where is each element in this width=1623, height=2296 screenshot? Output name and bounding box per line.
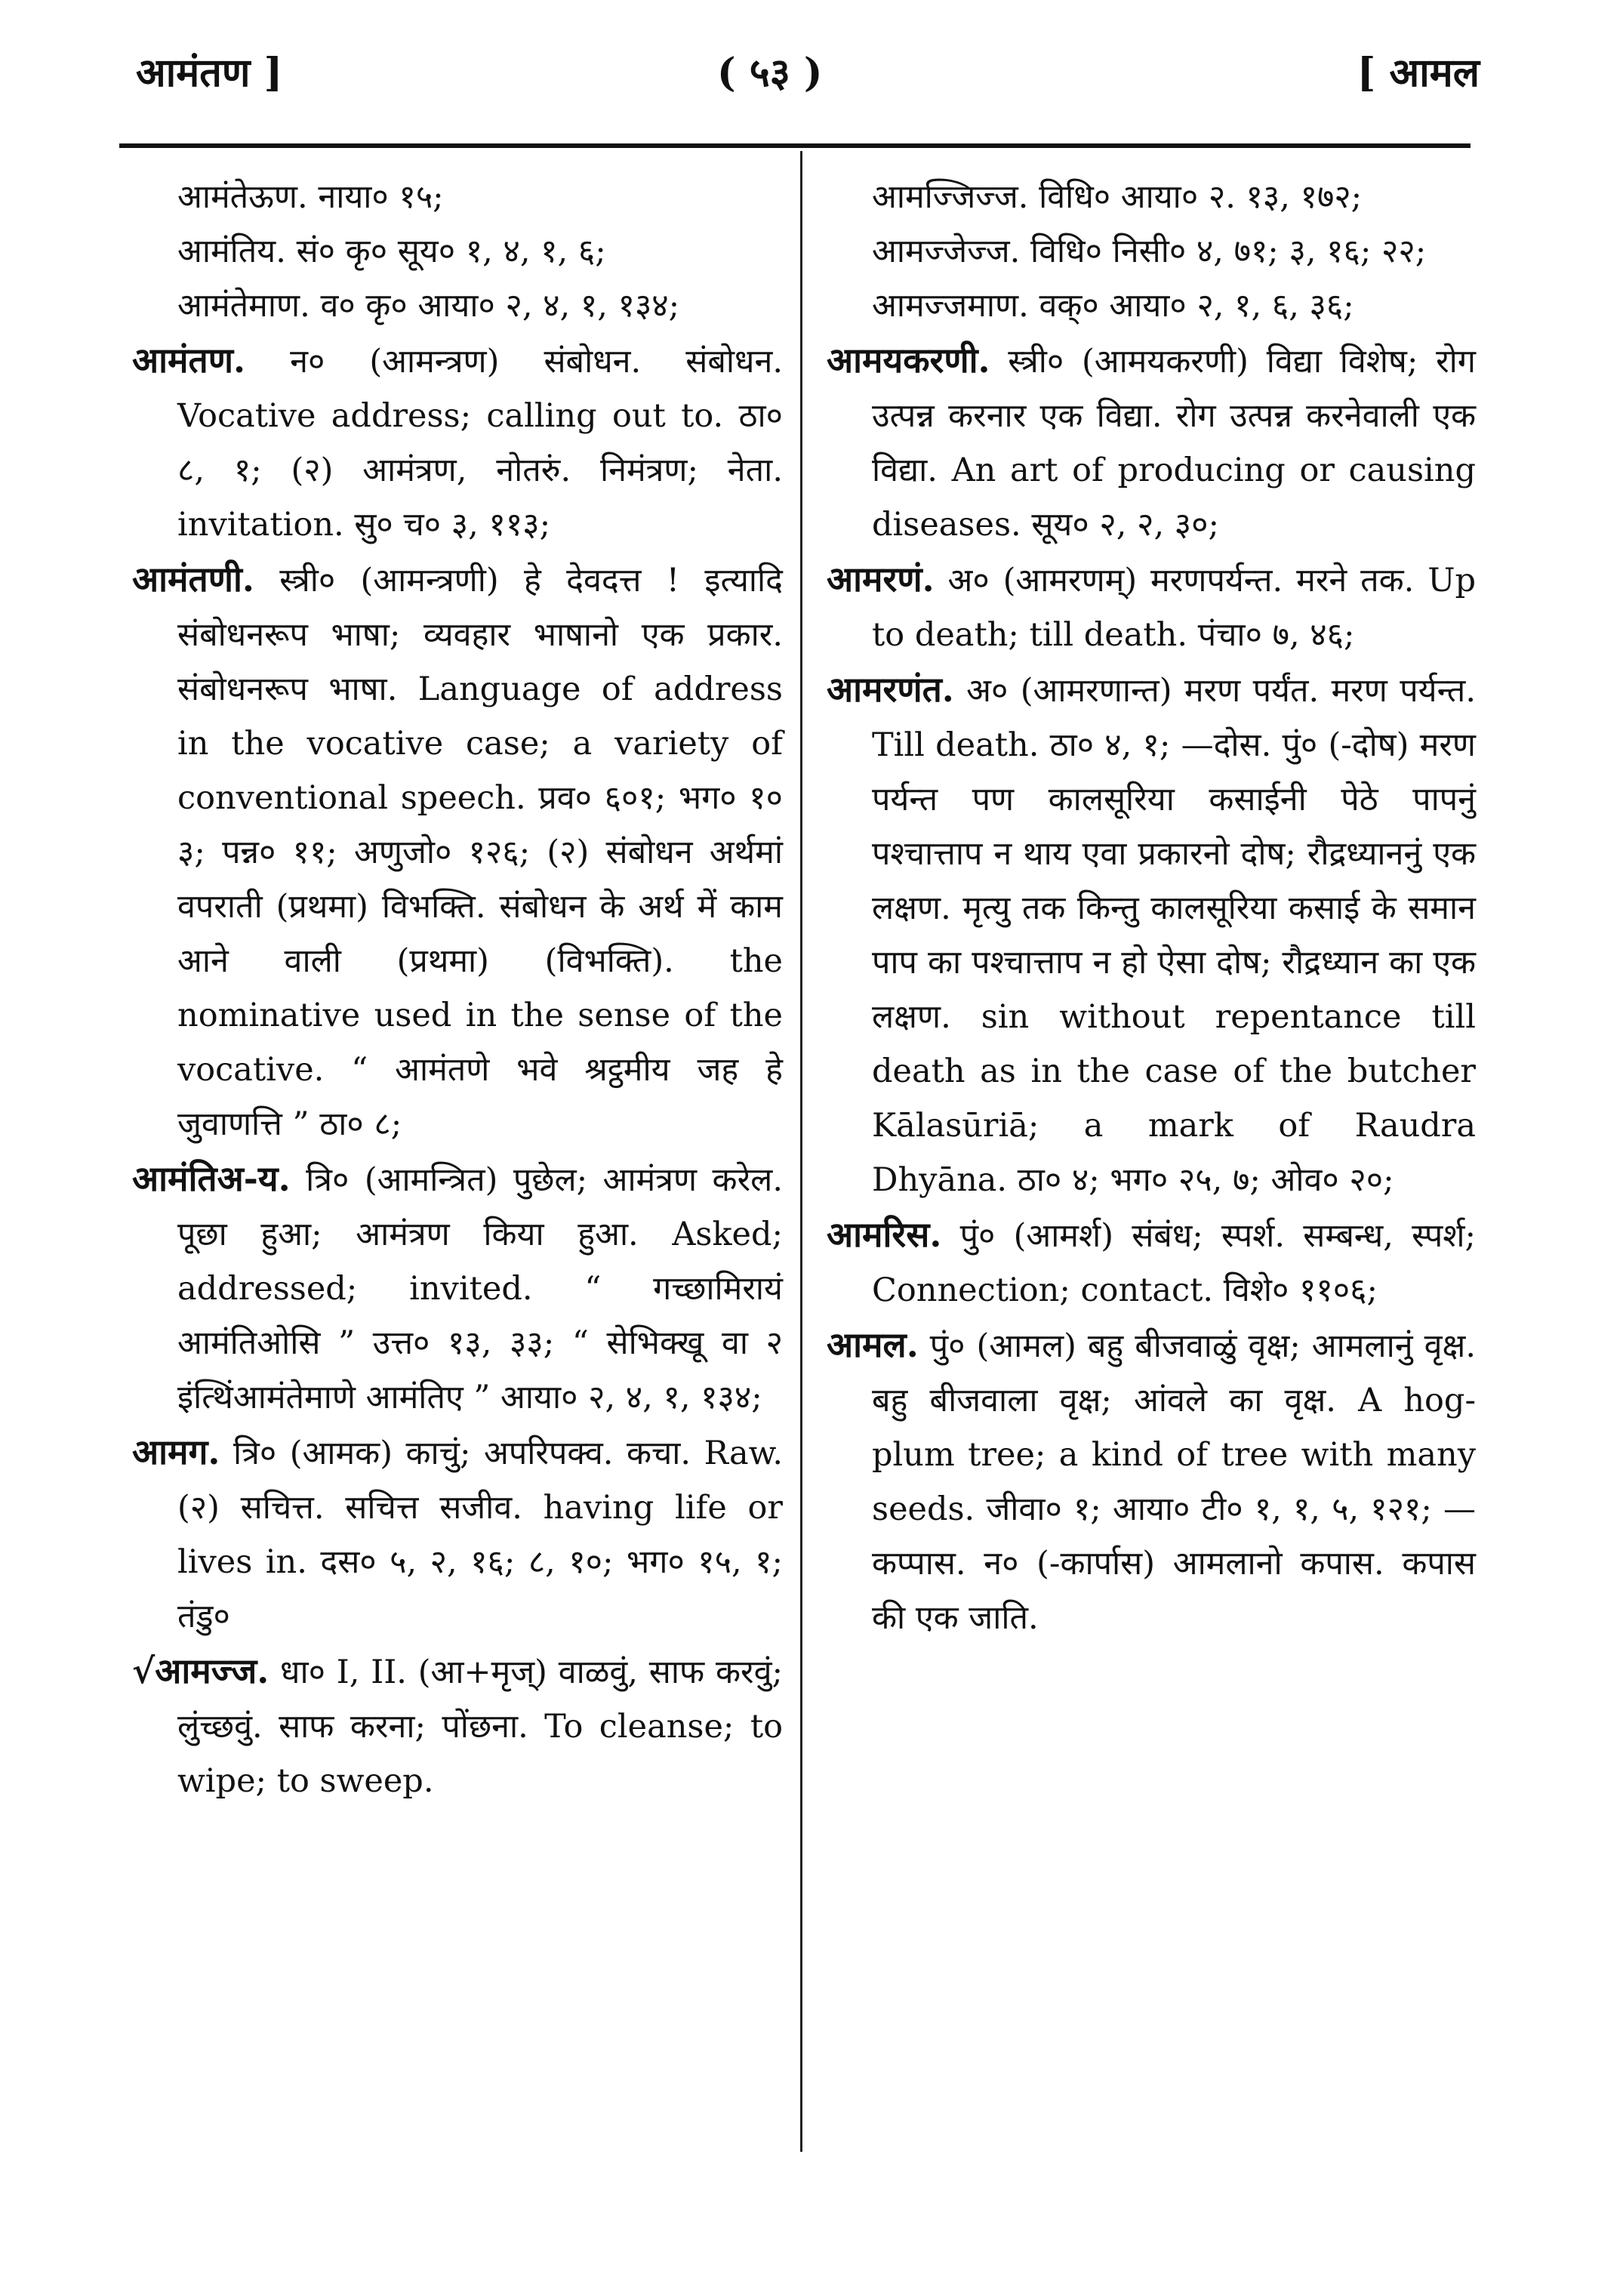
dictionary-entry <box>132 1151 783 1425</box>
dictionary-entry <box>132 552 783 1151</box>
headword: आमरणं. <box>827 559 935 599</box>
sub-entry: आमंतेऊण. नाया० १५; <box>177 178 444 216</box>
headword: आमग. <box>132 1432 220 1472</box>
entry-definition: स्त्री० (आमन्त्रणी) हे देवदत्त ! इत्यादि संबोधनरूप भाषा; व्यवहार भाषानो एक प्रकार. संबोधनरूप भाषा. Language of address in the vocative case; a variety of conventional speech. प्रव० ६०१; भग० १० ३; पन्न० ११; अणुजो० १२६; (२) संबोधन अर्थमां वपराती (प्रथमा) विभक्ति. संबोधन के अर्थ में काम आने वाली (प्रथमा) (विभक्ति). the nominative used in the sense of the vocative. “ आमंतणे भवे श्रट्ठमीय जह हे जुवाणत्ति ” ठा० ८; <box>177 562 783 1143</box>
headword: √आमज्ज. <box>132 1650 269 1691</box>
dictionary-entry <box>132 1644 783 1808</box>
entry-definition: त्रि० (आमक) काचुं; अपरिपक्व. कचा. Raw. (२) सचित्त. सचित्त सजीव. having life or lives in. दस० ५, २, १६; ८, १०; भग० १५, १; तंडु० <box>177 1435 783 1635</box>
running-head-left: आमंतण ] <box>136 50 283 96</box>
sub-entry: आमंतेमाण. व० कृ० आया० २, ४, १, १३४; <box>177 287 680 325</box>
header-rule <box>119 143 1471 148</box>
running-head-right: [ आमल <box>1357 50 1480 96</box>
dictionary-entry <box>132 1425 783 1644</box>
sub-entry: आमंतिय. सं० कृ० सूय० १, ४, १, ६; <box>177 233 606 270</box>
entry-definition: अ० (आमरणान्त) मरण पर्यंत. मरण पर्यन्त. Till death. ठा० ४, १; —दोस. पुं० (-दोष) मरण पर्यन्त पण कालसूरिया कसाईनी पेठे पापनुं पश्चात्ताप न थाय एवा प्रकारनो दोष; रौद्रध्याननुं एक लक्षण. मृत्यु तक किन्तु कालसूरिया कसाई के समान पाप का पश्चात्ताप न हो ऐसा दोष; रौद्रध्यान का एक लक्षण. sin without repentance till death as in the case of the butcher Kālasūriā; a mark of Raudra Dhyāna. ठा० ४; भग० २५, ७; ओव० २०; <box>872 672 1476 1199</box>
headword: आमंतण. <box>132 340 246 381</box>
entry-definition: न० (आमन्त्रण) संबोधन. संबोधन. Vocative address; calling out to. ठा० ८, १; (२) आमंत्रण, नोतरुं. निमंत्रण; नेता. invitation. सु० च० ३, ११३; <box>177 343 783 544</box>
page-number: ( ५३ ) <box>717 50 823 96</box>
dictionary-entry <box>132 333 783 552</box>
dictionary-entry <box>827 1207 1476 1318</box>
entry-definition: धा० I, II. (आ+मृज्) वाळवुं, साफ करवुं; लुंच्छवुं. साफ करना; पोंछना. To cleanse; to wipe; to sweep. <box>177 1653 783 1800</box>
headword: आमंतिअ-य. <box>132 1158 291 1199</box>
dictionary-entry <box>827 333 1476 552</box>
entry-definition: पुं० (आमल) बहु बीजवाळुं वृक्ष; आमलानुं वृक्ष. बहु बीजवाला वृक्ष; आंवले का वृक्ष. A hog-plum tree; a kind of tree with many seeds. जीवा० १; आया० टी० १, १, ५, १२१; —कप्पास. न० (-कार्पास) आमलानो कपास. कपास की एक जाति. <box>872 1327 1476 1637</box>
headword: आमल. <box>827 1324 919 1365</box>
entry-definition: अ० (आमरणम्) मरणपर्यन्त. मरने तक. Up to death; till death. पंचा० ७, ४६; <box>872 562 1476 654</box>
sub-entry: आमज्जिज्ज. विधि० आया० २. १३, १७२; <box>872 178 1363 216</box>
column-divider <box>800 151 802 2152</box>
entry-definition: पुं० (आमर्श) संबंध; स्पर्श. सम्बन्ध, स्पर्श; Connection; contact. विशे० ११०६; <box>872 1217 1476 1309</box>
headword: आमरणंत. <box>827 669 954 710</box>
right-column <box>827 170 1476 1645</box>
dictionary-entry <box>827 1318 1476 1645</box>
entry-definition: स्त्री० (आमयकरणी) विद्या विशेष; रोग उत्पन्न करनार एक विद्या. रोग उत्पन्न करनेवाली एक विद्या. An art of producing or causing diseases. सूय० २, २, ३०; <box>872 343 1476 544</box>
headword: आमयकरणी. <box>827 340 990 381</box>
dictionary-entry <box>827 662 1476 1207</box>
sub-entry: आमज्जमाण. वक्० आया० २, १, ६, ३६; <box>872 287 1354 325</box>
headword: आमरिस. <box>827 1214 942 1255</box>
dictionary-entry <box>827 552 1476 662</box>
headword: आमंतणी. <box>132 559 254 599</box>
entry-definition: त्रि० (आमन्त्रित) पुछेल; आमंत्रण करेल. पूछा हुआ; आमंत्रण किया हुआ. Asked; addressed; invited. “ गच्छामिरायं आमंतिओसि ” उत्त० १३, ३३; “ सेभिक्खू वा २ इंत्थिंआमंतेमाणे आमंतिए ” आया० २, ४, १, १३४; <box>177 1161 783 1416</box>
left-column <box>132 170 783 1808</box>
sub-entry: आमज्जेज्ज. विधि० निसी० ४, ७१; ३, १६; २२; <box>872 233 1427 270</box>
